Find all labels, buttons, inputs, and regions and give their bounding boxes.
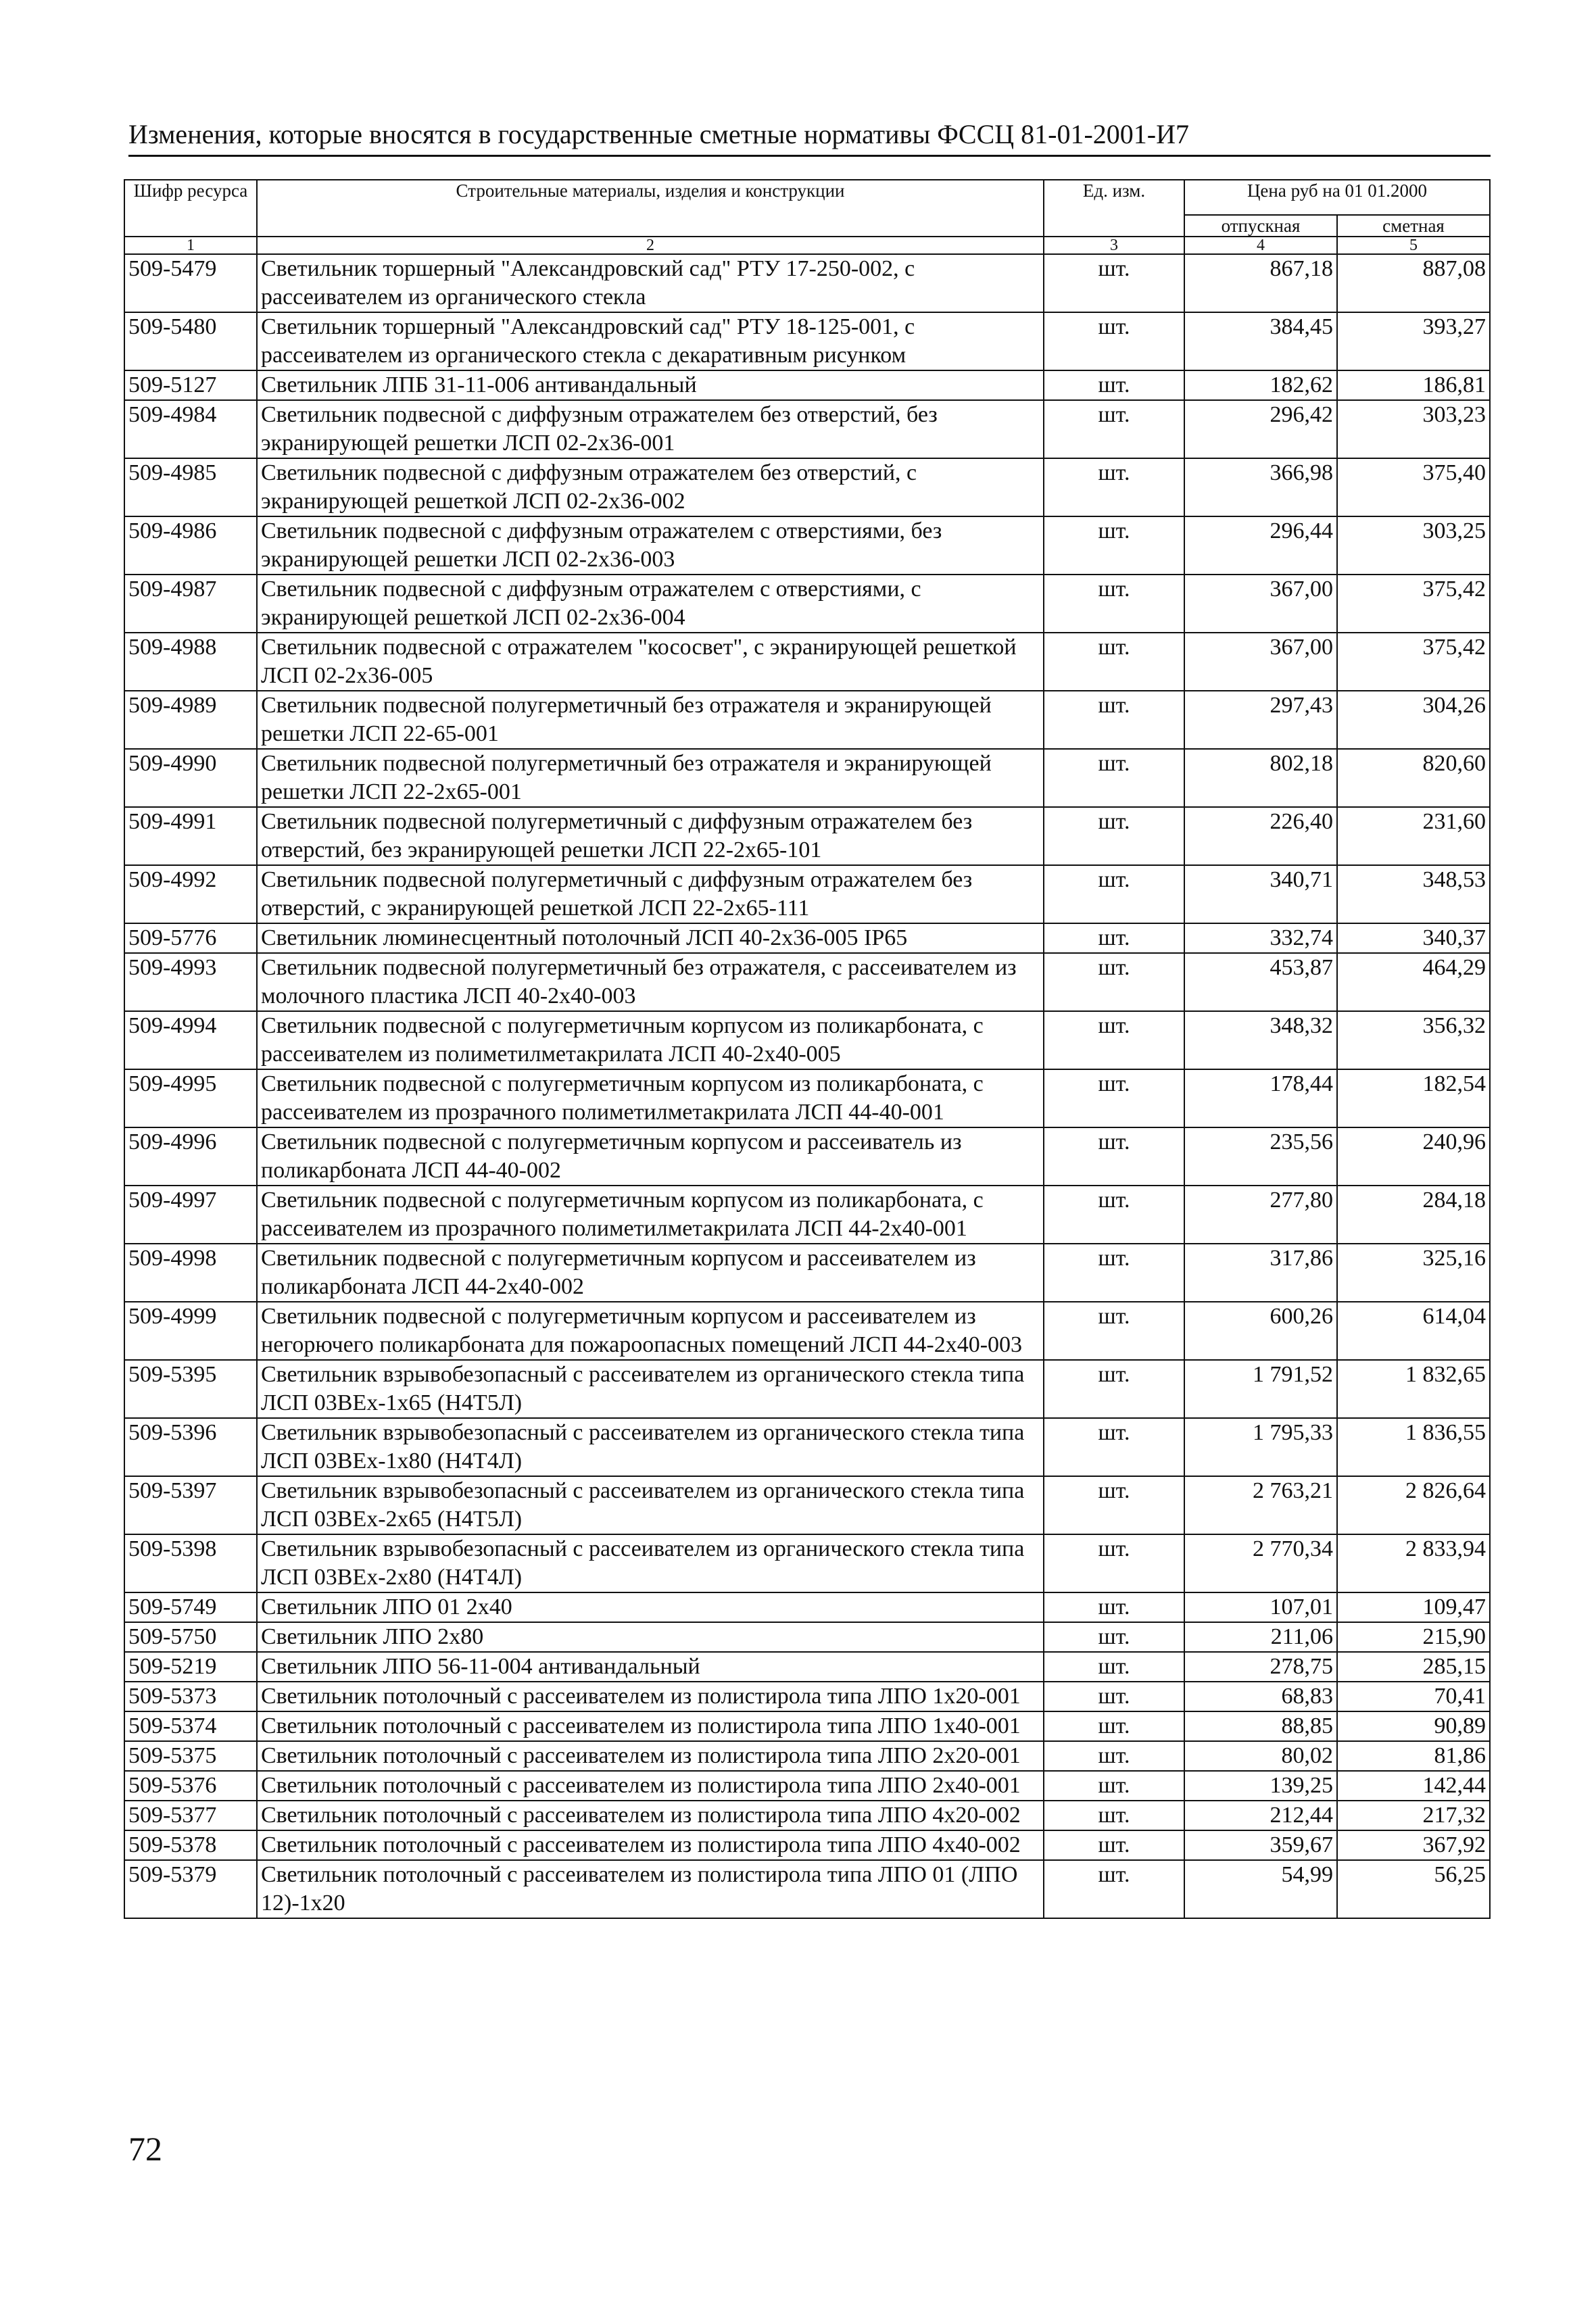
- table-row: [124, 575, 1490, 633]
- material-name: Светильник подвесной с полугерметичным корпусом и рассеивателем из негорючего поликарбоната для пожароопасных помещений ЛСП 44-2х40-003: [257, 1302, 1044, 1360]
- estimate-price: 375,40: [1337, 458, 1490, 516]
- estimate-price: 2 826,64: [1337, 1476, 1490, 1534]
- table-row: [124, 923, 1490, 953]
- table-row: [124, 1741, 1490, 1771]
- resource-code: 509-5395: [124, 1360, 257, 1418]
- material-name: Светильник ЛПБ 31-11-006 антивандальный: [257, 370, 1044, 400]
- table-row: [124, 1771, 1490, 1801]
- estimate-price: 284,18: [1337, 1186, 1490, 1244]
- table-row: [124, 1622, 1490, 1652]
- material-name: Светильник взрывобезопасный с рассеивателем из органического стекла типа ЛСП 03ВЕх-2х80 (Н4Т4Л): [257, 1534, 1044, 1592]
- resource-code: 509-5480: [124, 312, 257, 370]
- table-row: [124, 953, 1490, 1011]
- release-price: 212,44: [1184, 1801, 1337, 1830]
- material-name: Светильник подвесной полугерметичный без отражателя и экранирующей решетки ЛСП 22-2х65-001: [257, 749, 1044, 807]
- material-name: Светильник подвесной с диффузным отражателем с отверстиями, без экранирующей решетки ЛСП 02-2х36-003: [257, 516, 1044, 575]
- estimate-price: 240,96: [1337, 1127, 1490, 1186]
- resource-code: 509-5373: [124, 1682, 257, 1711]
- column-number: 4: [1184, 237, 1337, 254]
- unit-cell: шт.: [1044, 1592, 1184, 1622]
- material-name: Светильник подвесной с полугерметичным корпусом из поликарбоната, с рассеивателем из прозрачного полиметилметакрилата ЛСП 44-40-001: [257, 1069, 1044, 1127]
- material-name: Светильник взрывобезопасный с рассеивателем из органического стекла типа ЛСП 03ВЕх-2х65 (Н4Т5Л): [257, 1476, 1044, 1534]
- release-price: 211,06: [1184, 1622, 1337, 1652]
- material-name: Светильник подвесной с диффузным отражателем с отверстиями, с экранирующей решеткой ЛСП 02-2х36-004: [257, 575, 1044, 633]
- material-name: Светильник подвесной полугерметичный без отражателя и экранирующей решетки ЛСП 22-65-001: [257, 691, 1044, 749]
- unit-cell: шт.: [1044, 1360, 1184, 1418]
- page-header: Изменения, которые вносятся в государственные сметные нормативы ФССЦ 81-01-2001-И7: [128, 118, 1491, 157]
- release-price: 453,87: [1184, 953, 1337, 1011]
- header-price: Цена руб на 01 01.2000: [1184, 180, 1490, 215]
- unit-cell: шт.: [1044, 1302, 1184, 1360]
- resource-code: 509-4992: [124, 865, 257, 923]
- resource-code: 509-5219: [124, 1652, 257, 1682]
- unit-cell: шт.: [1044, 923, 1184, 953]
- table-row: [124, 1830, 1490, 1860]
- release-price: 867,18: [1184, 254, 1337, 312]
- release-price: 348,32: [1184, 1011, 1337, 1069]
- table-row: [124, 1476, 1490, 1534]
- material-name: Светильник люминесцентный потолочный ЛСП 40-2х36-005 IP65: [257, 923, 1044, 953]
- estimate-price: 303,23: [1337, 400, 1490, 458]
- release-price: 2 770,34: [1184, 1534, 1337, 1592]
- release-price: 277,80: [1184, 1186, 1337, 1244]
- table-row: [124, 1127, 1490, 1186]
- estimate-price: 464,29: [1337, 953, 1490, 1011]
- unit-cell: шт.: [1044, 865, 1184, 923]
- release-price: 332,74: [1184, 923, 1337, 953]
- unit-cell: шт.: [1044, 1011, 1184, 1069]
- header-release-price: отпускная: [1184, 215, 1337, 237]
- table-row: [124, 749, 1490, 807]
- estimate-price: 70,41: [1337, 1682, 1490, 1711]
- estimate-price: 215,90: [1337, 1622, 1490, 1652]
- release-price: 88,85: [1184, 1711, 1337, 1741]
- resource-code: 509-4997: [124, 1186, 257, 1244]
- estimate-price: 56,25: [1337, 1860, 1490, 1918]
- column-number: 5: [1337, 237, 1490, 254]
- unit-cell: шт.: [1044, 1711, 1184, 1741]
- resource-code: 509-4988: [124, 633, 257, 691]
- unit-cell: шт.: [1044, 633, 1184, 691]
- table-row: [124, 370, 1490, 400]
- resource-code: 509-5776: [124, 923, 257, 953]
- material-name: Светильник потолочный с рассеивателем из полистирола типа ЛПО 2х20-001: [257, 1741, 1044, 1771]
- header-code: Шифр ресурса: [124, 180, 257, 237]
- unit-cell: шт.: [1044, 1418, 1184, 1476]
- resource-code: 509-4993: [124, 953, 257, 1011]
- table-row: [124, 516, 1490, 575]
- table-row: [124, 1682, 1490, 1711]
- resource-code: 509-4984: [124, 400, 257, 458]
- material-name: Светильник ЛПО 01 2х40: [257, 1592, 1044, 1622]
- release-price: 2 763,21: [1184, 1476, 1337, 1534]
- release-price: 235,56: [1184, 1127, 1337, 1186]
- material-name: Светильник потолочный с рассеивателем из полистирола типа ЛПО 2х40-001: [257, 1771, 1044, 1801]
- resource-code: 509-4998: [124, 1244, 257, 1302]
- unit-cell: шт.: [1044, 1476, 1184, 1534]
- price-table: [124, 179, 1491, 1919]
- table-row: [124, 1418, 1490, 1476]
- material-name: Светильник подвесной с отражателем "кососвет", с экранирующей решеткой ЛСП 02-2х36-005: [257, 633, 1044, 691]
- unit-cell: шт.: [1044, 458, 1184, 516]
- table-row: [124, 1011, 1490, 1069]
- table-row: [124, 312, 1490, 370]
- material-name: Светильник подвесной полугерметичный с диффузным отражателем без отверстий, с экранирующей решеткой ЛСП 22-2х65-111: [257, 865, 1044, 923]
- estimate-price: 325,16: [1337, 1244, 1490, 1302]
- material-name: Светильник торшерный "Александровский сад" РТУ 18-125-001, с рассеивателем из органического стекла с декаративным рисунком: [257, 312, 1044, 370]
- resource-code: 509-5398: [124, 1534, 257, 1592]
- table-row: [124, 1592, 1490, 1622]
- material-name: Светильник потолочный с рассеивателем из полистирола типа ЛПО 1х20-001: [257, 1682, 1044, 1711]
- unit-cell: шт.: [1044, 1741, 1184, 1771]
- table-row: [124, 1244, 1490, 1302]
- resource-code: 509-4985: [124, 458, 257, 516]
- resource-code: 509-5379: [124, 1860, 257, 1918]
- release-price: 359,67: [1184, 1830, 1337, 1860]
- release-price: 80,02: [1184, 1741, 1337, 1771]
- resource-code: 509-4999: [124, 1302, 257, 1360]
- estimate-price: 375,42: [1337, 633, 1490, 691]
- material-name: Светильник торшерный "Александровский сад" РТУ 17-250-002, с рассеивателем из органического стекла: [257, 254, 1044, 312]
- unit-cell: шт.: [1044, 1771, 1184, 1801]
- material-name: Светильник взрывобезопасный с рассеивателем из органического стекла типа ЛСП 03ВЕх-1х65 (Н4Т5Л): [257, 1360, 1044, 1418]
- unit-cell: шт.: [1044, 1860, 1184, 1918]
- estimate-price: 1 836,55: [1337, 1418, 1490, 1476]
- unit-cell: шт.: [1044, 1534, 1184, 1592]
- resource-code: 509-4989: [124, 691, 257, 749]
- unit-cell: шт.: [1044, 807, 1184, 865]
- estimate-price: 2 833,94: [1337, 1534, 1490, 1592]
- table-row: [124, 865, 1490, 923]
- unit-cell: шт.: [1044, 575, 1184, 633]
- material-name: Светильник подвесной с полугерметичным корпусом из поликарбоната, с рассеивателем из прозрачного полиметилметакрилата ЛСП 44-2х40-001: [257, 1186, 1044, 1244]
- resource-code: 509-5479: [124, 254, 257, 312]
- column-number: 2: [257, 237, 1044, 254]
- estimate-price: 304,26: [1337, 691, 1490, 749]
- resource-code: 509-5397: [124, 1476, 257, 1534]
- material-name: Светильник подвесной полугерметичный без отражателя, с рассеивателем из молочного пластика ЛСП 40-2х40-003: [257, 953, 1044, 1011]
- unit-cell: шт.: [1044, 516, 1184, 575]
- release-price: 182,62: [1184, 370, 1337, 400]
- estimate-price: 303,25: [1337, 516, 1490, 575]
- table-row: [124, 1652, 1490, 1682]
- release-price: 1 795,33: [1184, 1418, 1337, 1476]
- unit-cell: шт.: [1044, 1801, 1184, 1830]
- release-price: 296,42: [1184, 400, 1337, 458]
- release-price: 54,99: [1184, 1860, 1337, 1918]
- material-name: Светильник подвесной с диффузным отражателем без отверстий, с экранирующей решеткой ЛСП 02-2х36-002: [257, 458, 1044, 516]
- estimate-price: 393,27: [1337, 312, 1490, 370]
- material-name: Светильник потолочный с рассеивателем из полистирола типа ЛПО 4х20-002: [257, 1801, 1044, 1830]
- estimate-price: 231,60: [1337, 807, 1490, 865]
- resource-code: 509-5374: [124, 1711, 257, 1741]
- page-number: 72: [128, 2130, 162, 2168]
- table-row: [124, 400, 1490, 458]
- release-price: 297,43: [1184, 691, 1337, 749]
- resource-code: 509-4986: [124, 516, 257, 575]
- estimate-price: 285,15: [1337, 1652, 1490, 1682]
- table-row: [124, 1711, 1490, 1741]
- table-row: [124, 1186, 1490, 1244]
- unit-cell: шт.: [1044, 1830, 1184, 1860]
- table-row: [124, 254, 1490, 312]
- material-name: Светильник ЛПО 2х80: [257, 1622, 1044, 1652]
- material-name: Светильник подвесной с полугерметичным корпусом и рассеиватель из поликарбоната ЛСП 44-40-002: [257, 1127, 1044, 1186]
- unit-cell: шт.: [1044, 749, 1184, 807]
- resource-code: 509-4987: [124, 575, 257, 633]
- release-price: 366,98: [1184, 458, 1337, 516]
- estimate-price: 142,44: [1337, 1771, 1490, 1801]
- table-row: [124, 633, 1490, 691]
- estimate-price: 90,89: [1337, 1711, 1490, 1741]
- resource-code: 509-5749: [124, 1592, 257, 1622]
- unit-cell: шт.: [1044, 1682, 1184, 1711]
- release-price: 68,83: [1184, 1682, 1337, 1711]
- resource-code: 509-5750: [124, 1622, 257, 1652]
- material-name: Светильник подвесной с полугерметичным корпусом из поликарбоната, с рассеивателем из полиметилметакрилата ЛСП 40-2х40-005: [257, 1011, 1044, 1069]
- estimate-price: 182,54: [1337, 1069, 1490, 1127]
- header-name: Строительные материалы, изделия и конструкции: [257, 180, 1044, 237]
- resource-code: 509-4995: [124, 1069, 257, 1127]
- unit-cell: шт.: [1044, 370, 1184, 400]
- release-price: 340,71: [1184, 865, 1337, 923]
- release-price: 107,01: [1184, 1592, 1337, 1622]
- header-unit: Ед. изм.: [1044, 180, 1184, 237]
- resource-code: 509-5376: [124, 1771, 257, 1801]
- release-price: 600,26: [1184, 1302, 1337, 1360]
- material-name: Светильник подвесной с диффузным отражателем без отверстий, без экранирующей решетки ЛСП 02-2х36-001: [257, 400, 1044, 458]
- estimate-price: 340,37: [1337, 923, 1490, 953]
- unit-cell: шт.: [1044, 953, 1184, 1011]
- estimate-price: 820,60: [1337, 749, 1490, 807]
- resource-code: 509-4996: [124, 1127, 257, 1186]
- estimate-price: 887,08: [1337, 254, 1490, 312]
- unit-cell: шт.: [1044, 254, 1184, 312]
- unit-cell: шт.: [1044, 1652, 1184, 1682]
- release-price: 802,18: [1184, 749, 1337, 807]
- estimate-price: 1 832,65: [1337, 1360, 1490, 1418]
- release-price: 178,44: [1184, 1069, 1337, 1127]
- material-name: Светильник подвесной с полугерметичным корпусом и рассеивателем из поликарбоната ЛСП 44-2х40-002: [257, 1244, 1044, 1302]
- unit-cell: шт.: [1044, 1622, 1184, 1652]
- column-number-row: [124, 237, 1490, 254]
- estimate-price: 217,32: [1337, 1801, 1490, 1830]
- release-price: 317,86: [1184, 1244, 1337, 1302]
- resource-code: 509-5396: [124, 1418, 257, 1476]
- resource-code: 509-4994: [124, 1011, 257, 1069]
- estimate-price: 367,92: [1337, 1830, 1490, 1860]
- table-row: [124, 1360, 1490, 1418]
- release-price: 367,00: [1184, 633, 1337, 691]
- estimate-price: 614,04: [1337, 1302, 1490, 1360]
- estimate-price: 375,42: [1337, 575, 1490, 633]
- release-price: 296,44: [1184, 516, 1337, 575]
- table-row: [124, 1860, 1490, 1918]
- estimate-price: 356,32: [1337, 1011, 1490, 1069]
- table-body: [124, 254, 1490, 1918]
- resource-code: 509-4990: [124, 749, 257, 807]
- material-name: Светильник потолочный с рассеивателем из полистирола типа ЛПО 1х40-001: [257, 1711, 1044, 1741]
- resource-code: 509-4991: [124, 807, 257, 865]
- unit-cell: шт.: [1044, 1186, 1184, 1244]
- unit-cell: шт.: [1044, 1127, 1184, 1186]
- release-price: 1 791,52: [1184, 1360, 1337, 1418]
- unit-cell: шт.: [1044, 312, 1184, 370]
- column-number: 3: [1044, 237, 1184, 254]
- table-row: [124, 691, 1490, 749]
- unit-cell: шт.: [1044, 400, 1184, 458]
- resource-code: 509-5127: [124, 370, 257, 400]
- unit-cell: шт.: [1044, 1069, 1184, 1127]
- estimate-price: 109,47: [1337, 1592, 1490, 1622]
- table-row: [124, 1534, 1490, 1592]
- unit-cell: шт.: [1044, 1244, 1184, 1302]
- release-price: 139,25: [1184, 1771, 1337, 1801]
- material-name: Светильник подвесной полугерметичный с диффузным отражателем без отверстий, без экранирующей решетки ЛСП 22-2х65-101: [257, 807, 1044, 865]
- material-name: Светильник ЛПО 56-11-004 антивандальный: [257, 1652, 1044, 1682]
- table-row: [124, 1302, 1490, 1360]
- material-name: Светильник потолочный с рассеивателем из полистирола типа ЛПО 01 (ЛПО 12)-1х20: [257, 1860, 1044, 1918]
- release-price: 226,40: [1184, 807, 1337, 865]
- unit-cell: шт.: [1044, 691, 1184, 749]
- material-name: Светильник взрывобезопасный с рассеивателем из органического стекла типа ЛСП 03ВЕх-1х80 (Н4Т4Л): [257, 1418, 1044, 1476]
- estimate-price: 348,53: [1337, 865, 1490, 923]
- resource-code: 509-5377: [124, 1801, 257, 1830]
- resource-code: 509-5378: [124, 1830, 257, 1860]
- release-price: 367,00: [1184, 575, 1337, 633]
- table-row: [124, 458, 1490, 516]
- release-price: 278,75: [1184, 1652, 1337, 1682]
- table-row: [124, 807, 1490, 865]
- release-price: 384,45: [1184, 312, 1337, 370]
- table-row: [124, 1069, 1490, 1127]
- resource-code: 509-5375: [124, 1741, 257, 1771]
- table-row: [124, 1801, 1490, 1830]
- header-estimate-price: сметная: [1337, 215, 1490, 237]
- estimate-price: 81,86: [1337, 1741, 1490, 1771]
- column-number: 1: [124, 237, 257, 254]
- material-name: Светильник потолочный с рассеивателем из полистирола типа ЛПО 4х40-002: [257, 1830, 1044, 1860]
- estimate-price: 186,81: [1337, 370, 1490, 400]
